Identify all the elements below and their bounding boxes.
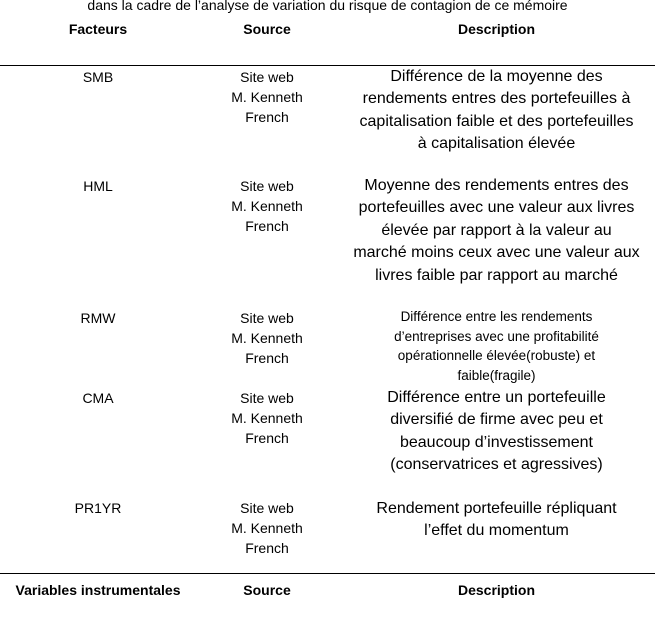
source-cell: Site web M. Kenneth French — [231, 390, 303, 446]
header-variables-instrumentales: Variables instrumentales — [15, 582, 181, 598]
factor-cell: SMB — [82, 69, 114, 85]
header-source: Source — [243, 21, 291, 37]
source-cell: Site web M. Kenneth French — [231, 178, 303, 234]
factor-cell: PR1YR — [74, 500, 122, 516]
factor-cell: RMW — [80, 310, 116, 326]
factor-cell: HML — [83, 178, 113, 194]
description-cell: Différence de la moyenne des rendements entres des portefeuilles à capitalisation faible et des portefeuilles à capitalisation élevée — [359, 68, 634, 153]
description-cell: Moyenne des rendements entres des portefeuilles avec une valeur aux livres élevée par rapport à la valeur au marché moins ceux avec une valeur aux livres faible par rapport au marché — [353, 177, 640, 284]
table-header-row — [0, 20, 655, 42]
table-caption: dans la cadre de l’analyse de variation du risque de contagion de ce mémoire — [87, 0, 568, 13]
header-facteurs: Facteurs — [68, 21, 128, 37]
description-cell: Différence entre un portefeuille diversifié de firme avec peu et beaucoup d’investissement (conservatrices et agressives) — [387, 389, 606, 474]
source-cell: Site web M. Kenneth French — [231, 500, 303, 556]
source-cell: Site web M. Kenneth French — [231, 310, 303, 366]
source-cell: Site web M. Kenneth French — [231, 69, 303, 125]
table-bottom-rule — [0, 573, 655, 574]
description-cell: Différence entre les rendements d’entreprises avec une profitabilité opérationnelle élevée(robuste) et faible(fragile) — [394, 309, 599, 383]
factor-cell: CMA — [82, 390, 114, 406]
header-source: Source — [243, 582, 291, 598]
header-description: Description — [457, 582, 535, 598]
description-cell: Rendement portefeuille répliquant l’effet du momentum — [376, 500, 617, 540]
header-description: Description — [457, 21, 535, 37]
table-header-row-2 — [0, 581, 655, 603]
